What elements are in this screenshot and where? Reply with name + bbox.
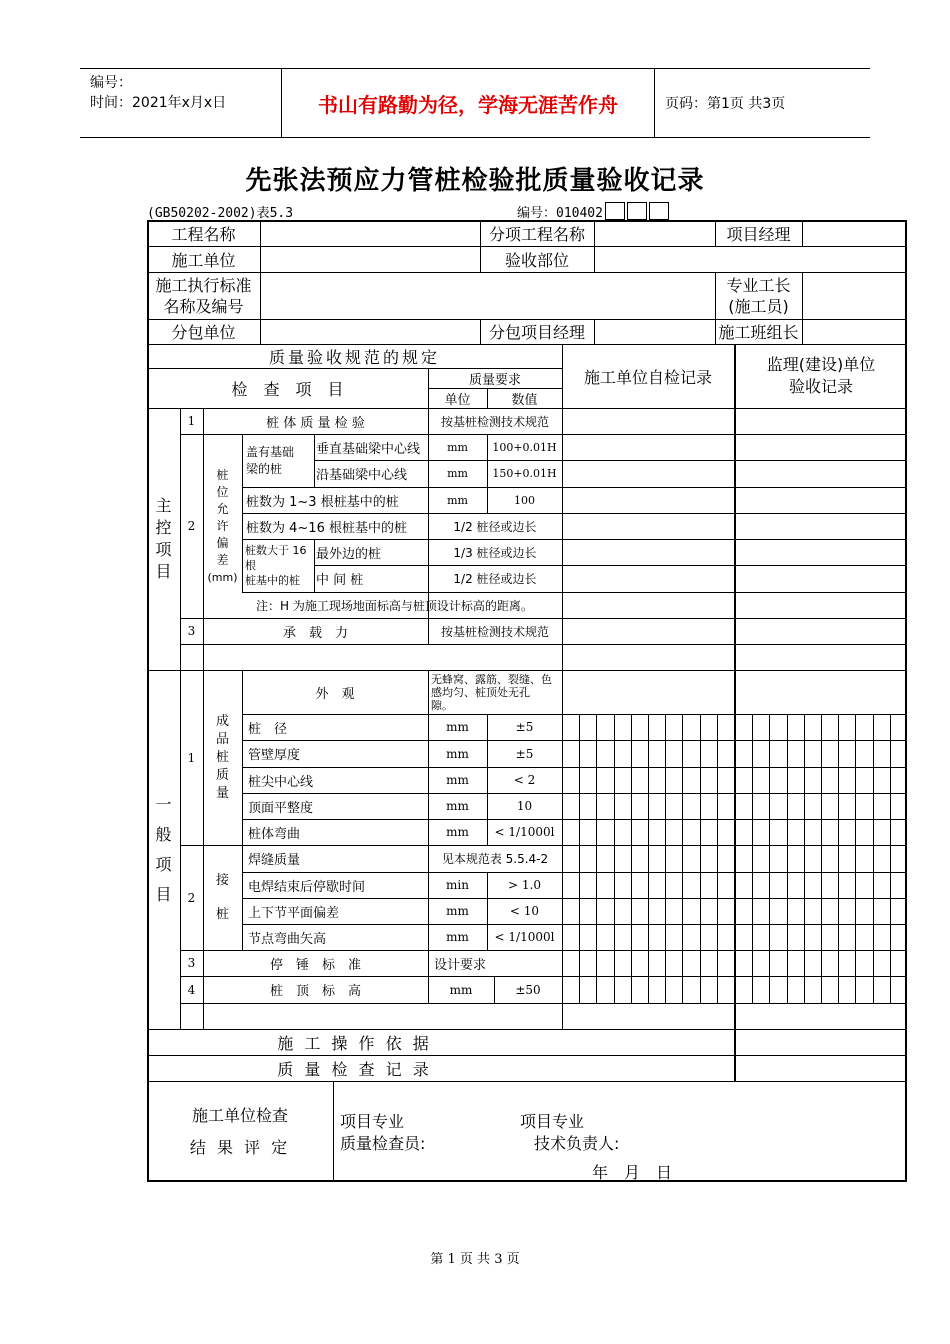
deviation-label-unit: (mm) [207,570,238,584]
grid-line [752,714,753,1003]
appearance-req-line: 隙。 [431,698,453,712]
top-flatness-value: 10 [516,799,533,813]
top-flatness-unit: mm [446,799,469,813]
perpendicular-value: 100+0.01H [492,440,557,454]
bearing-capacity-item: 承 载 力 [282,625,348,641]
along-item: 沿基础梁中心线 [316,468,408,483]
row-number: 3 [187,624,196,638]
plane-deviation-value: < 10 [509,904,540,918]
number-box[interactable] [627,202,647,220]
main-label-char: 目 [155,562,172,581]
row-number: 1 [187,750,196,765]
perpendicular-unit: mm [447,440,468,454]
label-foreman [715,272,802,319]
construction-unit-field[interactable] [261,247,479,272]
grid-line [821,714,822,1003]
foreman-line1: 专业工长 [726,275,791,295]
appearance-item: 外 观 [315,686,355,702]
inspector-line2: 质量检查员: [340,1134,426,1153]
grid-line [769,714,770,1003]
weld-pause-value: > 1.0 [508,878,541,892]
check-item-header: 检 查 项 目 [231,379,344,399]
general-label-char: 般 [155,824,172,844]
pile-body-quality-req: 按基桩检测技术规范 [440,414,549,429]
gt16-line3: 桩基中的桩 [245,574,300,587]
wall-thickness-item: 管壁厚度 [248,748,301,763]
finished-label-char: 量 [215,785,229,801]
hammer-stop-req: 设计要求 [434,957,487,973]
deviation-label-char: 允 [216,501,229,516]
finished-label-char: 桩 [215,749,229,765]
outer-pile-item: 最外边的桩 [316,546,382,562]
tech-lead-signature [520,1111,619,1155]
joint-bending-value: < 1/1000l [494,930,555,944]
bearing-capacity-req: 按基桩检测技术规范 [440,624,549,639]
grid-line [838,714,839,1003]
quality-req-header: 质量要求 [468,372,521,388]
gt16-line2: 根 [245,559,256,572]
appearance-req-line: 感均匀、桩顶处无孔 [431,685,530,699]
outer-pile-req: 1/3 桩径或边长 [453,545,537,560]
cap-line1: 盖有基础 [246,444,295,459]
row-number: 4 [187,982,196,997]
label-construction-unit: 施工单位 [171,250,236,270]
doc-number-text: 编号：010402 [517,206,603,221]
main-label-char: 主 [155,496,172,515]
wall-thickness-unit: mm [446,746,469,761]
appearance-req-line: 无蜂窝、露筋、裂缝、色 [431,672,552,686]
grid-line [855,714,856,1003]
row-number: 2 [187,890,196,905]
tip-centerline-unit: mm [446,773,469,787]
gt16-line1: 桩数大于 16 [245,544,307,557]
pile-position-deviation-label [203,434,242,618]
doc-number [517,202,669,221]
acceptance-part-field[interactable] [595,247,905,272]
row-number: 1 [187,414,196,428]
grid-line [614,714,615,1003]
spec-header: 质量验收规范的规定 [268,347,440,367]
page-label: 页码：第1页 共3页 [665,96,786,112]
subcontractor-field[interactable] [261,320,479,344]
grid-line [890,714,891,1003]
operation-basis-field[interactable] [563,1030,733,1055]
tip-centerline-item: 桩尖中心线 [248,774,314,790]
hammer-stop-item: 停 锤 标 准 [269,957,361,973]
label-exec-standard [147,272,260,319]
pile-top-elevation-value: ±50 [515,982,541,997]
sign-date: 年 月 日 [592,1163,673,1182]
standard-ref: (GB50202-2002)表5.3 [147,206,294,221]
supervisor-line1: 监理(建设)单位 [766,355,876,374]
joint-bending-unit: mm [446,930,469,944]
pile-bending-item: 桩体弯曲 [248,826,301,842]
finished-label-char: 品 [215,731,229,747]
grid-line [873,714,874,1003]
pile-1-3-unit: mm [447,493,468,507]
weld-pause-item: 电焊结束后停歇时间 [248,879,366,895]
joint-label-char: 接 [215,872,229,888]
pile-diameter-unit: mm [446,720,469,734]
pile-diameter-value: ±5 [515,720,534,734]
exec-standard-line1: 施工执行标准 [155,275,252,295]
label-acceptance-part: 验收部位 [504,250,569,270]
tech-line1: 项目专业 [520,1112,585,1131]
weld-pause-unit: min [446,878,469,892]
time-label: 时间：2021年x月x日 [90,95,227,111]
grid-line [787,714,788,1003]
evaluation-line1: 施工单位检查 [191,1105,288,1125]
pile-gt16-label [242,539,314,592]
unit-header: 单位 [444,392,471,408]
main-label-char: 控 [155,518,172,537]
self-check-header: 施工单位自检记录 [583,367,712,387]
along-unit: mm [447,467,468,480]
grid-line [665,714,666,1003]
label-project-manager: 项目经理 [726,224,791,244]
inspector-line1: 项目专业 [340,1112,405,1131]
pile-joint-label [203,845,242,950]
general-label-char: 目 [155,884,172,904]
tip-centerline-value: < 2 [513,773,536,787]
quality-record-label: 质 量 检 查 记 录 [277,1059,432,1079]
plane-deviation-item: 上下节平面偏差 [248,905,340,921]
label-subcontractor: 分包单位 [171,323,236,342]
weld-quality-item: 焊缝质量 [248,853,301,868]
general-label-char: 项 [155,854,172,874]
evaluation-line2: 结 果 评 定 [189,1137,291,1157]
finished-label-char: 成 [215,713,229,729]
general-label-char: 一 [155,794,172,814]
top-flatness-item: 顶面平整度 [248,800,314,816]
label-sub-manager: 分包项目经理 [488,323,585,342]
label-sub-project-name: 分项工程名称 [488,224,585,244]
joint-label-char: 桩 [215,906,229,922]
grid-line [717,714,718,1003]
joint-bending-item: 节点弯曲矢高 [248,931,327,947]
header-meta [80,69,282,137]
inspector-signature [340,1111,425,1155]
grid-line [596,714,597,1003]
operation-basis-label: 施 工 操 作 依 据 [277,1033,432,1053]
pile-1-3-item: 桩数为 1~3 根桩基中的桩 [246,494,399,510]
cap-beam-pile-label [242,434,314,487]
pile-1-3-value: 100 [514,493,535,507]
sub-manager-field[interactable] [595,320,714,344]
deviation-label-char: 偏 [216,535,229,550]
sub-project-name-field[interactable] [595,221,714,246]
general-item-label [147,670,180,1029]
page-header [80,68,870,138]
tech-line2: 技术负责人: [534,1134,620,1153]
deviation-label-char: 桩 [216,467,229,482]
pile-top-elevation-unit: mm [449,982,473,997]
main-control-label [147,408,180,670]
appearance-req [428,670,562,714]
exec-standard-line2: 名称及编号 [163,296,244,316]
label-team-leader: 施工班组长 [718,323,799,342]
grid-line [682,714,683,1003]
motto: 书山有路勤为径，学海无涯苦作舟 [282,69,655,137]
row-number: 3 [187,956,196,970]
supervisor-line2: 验收记录 [788,377,853,396]
finished-pile-quality-label [203,670,242,845]
deviation-label-char: 差 [216,552,229,567]
number-label: 编号： [90,75,132,91]
cap-line2: 梁的桩 [246,461,283,476]
grid-line [648,714,649,1003]
grid-line [579,714,580,1003]
project-name-field[interactable] [261,221,479,246]
grid-line [804,714,805,1003]
weld-quality-req: 见本规范表 5.5.4-2 [441,852,549,866]
team-leader-field[interactable] [803,320,905,344]
document-title: 先张法预应力管桩检验批质量验收记录 [245,166,705,196]
pile-body-quality-item: 桩 体 质 量 检 验 [266,415,365,431]
pile-bending-value: < 1/1000l [494,825,555,839]
grid-line [700,714,701,1003]
row-number: 2 [187,519,196,533]
deviation-label-char: 位 [216,484,229,499]
perpendicular-item: 垂直基础梁中心线 [316,441,421,457]
pile-bending-unit: mm [446,825,469,839]
number-box[interactable] [649,202,669,220]
finished-label-char: 质 [215,767,229,783]
pile-top-elevation-item: 桩 顶 标 高 [269,984,361,999]
number-box[interactable] [605,202,625,220]
middle-pile-item: 中 间 桩 [316,573,364,588]
pile-diameter-item: 桩 径 [248,721,288,737]
plane-deviation-unit: mm [446,904,469,918]
deviation-label-char: 许 [216,518,229,533]
pile-4-16-req: 1/2 桩径或边长 [453,519,537,534]
exec-standard-field[interactable] [261,273,714,319]
middle-pile-req: 1/2 桩径或边长 [453,572,537,586]
supervisor-header [735,344,907,408]
grid-line [631,714,632,1003]
evaluation-label [147,1081,333,1182]
quality-record-field[interactable] [563,1056,733,1081]
deviation-note: 注：H 为施工现场地面标高与桩顶设计标高的距离。 [256,598,533,613]
wall-thickness-value: ±5 [515,746,534,761]
foreman-line2: (施工员) [728,296,789,316]
value-header: 数值 [511,392,538,408]
pile-4-16-item: 桩数为 4~16 根桩基中的桩 [246,520,407,536]
foreman-field[interactable] [803,273,905,319]
page-footer: 第 1 页 共 3 页 [430,1252,520,1267]
label-project-name: 工程名称 [171,224,236,244]
project-manager-field[interactable] [803,221,905,246]
main-label-char: 项 [155,540,172,559]
along-value: 150+0.01H [492,467,557,480]
